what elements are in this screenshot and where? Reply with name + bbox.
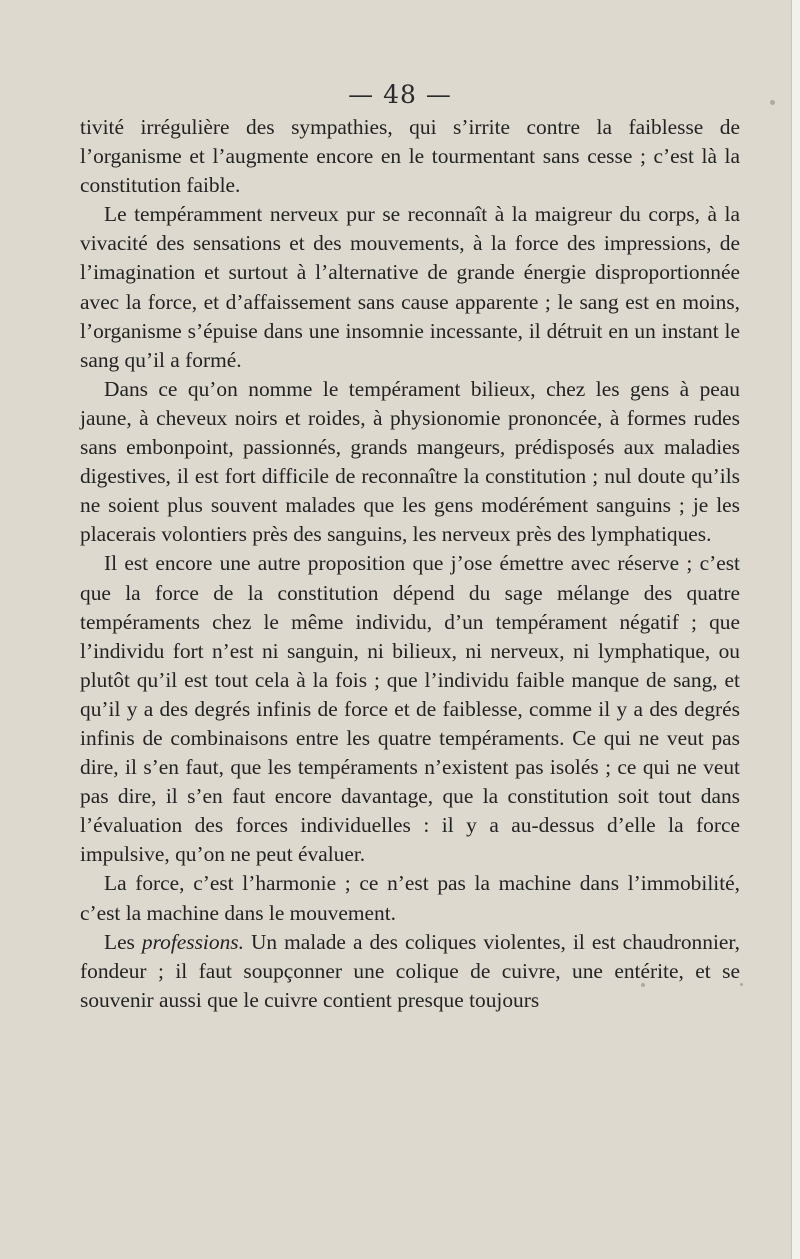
page-number: — 48 —: [348, 80, 452, 109]
paragraph-5: La force, c’est l’harmonie ; ce n’est pas la machine dans l’immobilité, c’est la machine dans le mouvement.: [80, 871, 740, 925]
paragraph-4: Il est encore une autre proposition que j’ose émettre avec réserve ; c’est que la force de la constitution dépend du sage mélange des quatre tempéraments chez le même individu, d’un tempérament négatif ; que l’individu fort n’est ni sanguin, ni bilieux, ni nerveux, ni lymphatique, ou plutôt qu’il est tout cela à la fois ; que l’individu faible manque de sang, et qu’il y a des degrés infinis de force et de faiblesse, comme il y a des degrés infinis de combinaisons entre les quatre tempéraments. Ce qui ne veut pas dire, il s’en faut, que les tempéraments n’existent pas isolés ; ce qui ne veut pas dire, il s’en faut encore davantage, que la constitution soit tout dans l’évaluation des forces individuelles : il y a au-dessus d’elle la force impulsive, qu’on ne peut évaluer.: [80, 551, 740, 867]
paper-speck: [740, 983, 743, 986]
body-text: [80, 113, 740, 1015]
page-edge: [791, 0, 800, 1259]
paragraph-6: [80, 928, 740, 1015]
paragraph-2: Le tempéramment nerveux pur se reconnaît à la maigreur du corps, à la vivacité des sensations et des mouvements, à la force des impressions, de l’imagination et surtout à l’alternative de grande énergie disproportionnée avec la force, et d’affaissement sans cause apparente ; le sang est en moins, l’organisme s’épuise dans une insomnie incessante, il détruit en un instant le sang qu’il a formé.: [80, 202, 740, 372]
paragraph-6-lead: Les: [104, 929, 142, 954]
paper-speck: [641, 983, 645, 987]
paper-speck: [770, 100, 775, 105]
paragraph-6-rest: Un malade a des coliques violentes, il est chaudronnier, fondeur ; il faut soupçonner une colique de cuivre, une entérite, et se souvenir aussi que le cuivre contient presque toujours: [80, 929, 740, 1012]
paragraph-6-emphasis: professions.: [141, 929, 244, 954]
paragraph-3: Dans ce qu’on nomme le tempérament bilieux, chez les gens à peau jaune, à cheveux noirs et roides, à physionomie prononcée, à formes rudes sans embonpoint, passionnés, grands mangeurs, prédisposés aux maladies digestives, il est fort difficile de reconnaître la constitution ; nul doute qu’ils ne soient plus souvent malades que les gens modérément sanguins ; je les placerais volontiers près des sanguins, les nerveux près des lymphatiques.: [80, 376, 740, 547]
paragraph-1: tivité irrégulière des sympathies, qui s’irrite contre la faiblesse de l’organisme et l’augmente encore en le tourmentant sans cesse ; c’est là la constitution faible.: [80, 115, 740, 198]
